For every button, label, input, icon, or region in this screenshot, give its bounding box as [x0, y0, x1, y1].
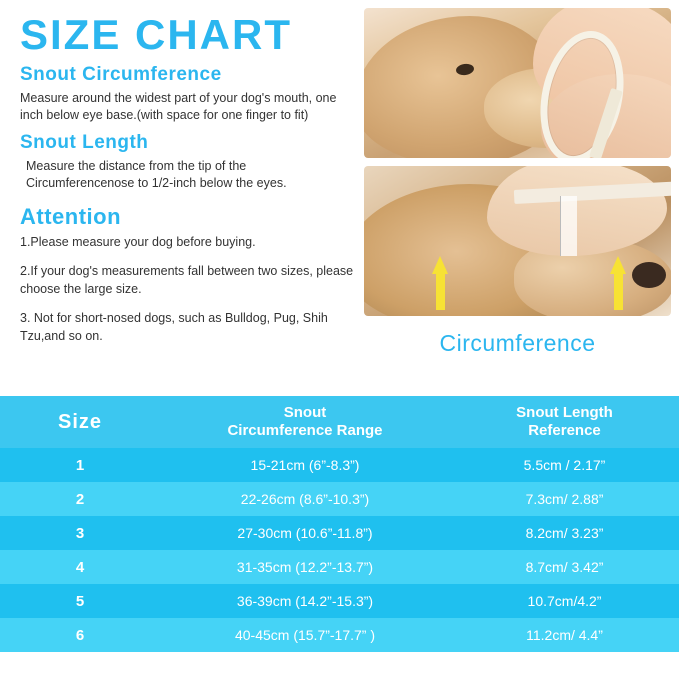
info-column	[8, 8, 354, 388]
cell-circumference: 22-26cm (8.6”-10.3”)	[160, 482, 450, 516]
attention-item-2: 2.If your dog's measurements fall between two sizes, please choose the large size.	[20, 264, 354, 296]
table-row	[0, 618, 679, 652]
section-heading-attention: Attention	[20, 203, 122, 229]
attention-item-1: 1.Please measure your dog before buying.	[20, 234, 256, 249]
top-section	[8, 8, 671, 388]
cell-circumference: 27-30cm (10.6”-11.8”)	[160, 516, 450, 550]
section-heading-circumference: Snout Circumference	[20, 64, 222, 85]
cell-size: 6	[0, 618, 160, 652]
header-size: Size	[0, 396, 160, 448]
cell-length: 11.2cm/ 4.4”	[450, 618, 679, 652]
cell-size: 5	[0, 584, 160, 618]
header-circumference-line1: Snout	[283, 404, 327, 421]
attention-item-3: 3. Not for short-nosed dogs, such as Bulldog, Pug, Shih Tzu,and so on.	[20, 311, 328, 343]
header-circumference	[160, 396, 450, 448]
cell-circumference: 40-45cm (15.7”-17.7” )	[160, 618, 450, 652]
size-table-header	[0, 396, 679, 448]
table-header-row	[0, 396, 679, 448]
arrow-up-icon-left	[432, 256, 448, 310]
header-length	[450, 396, 679, 448]
table-row	[0, 550, 679, 584]
photo-length-measure	[364, 166, 671, 316]
section-text-length: Measure the distance from the tip of the Circumferencenose to 1/2-inch below the eyes.	[26, 158, 287, 190]
header-length-line2: Reference	[528, 422, 601, 439]
cell-length: 10.7cm/4.2”	[450, 584, 679, 618]
photo-column	[364, 8, 671, 388]
cell-circumference: 36-39cm (14.2”-15.3”)	[160, 584, 450, 618]
section-text-circumference: Measure around the widest part of your dog's mouth, one inch below eye base.(with space for one finger to fit)	[20, 91, 337, 122]
cell-circumference: 15-21cm (6”-8.3”)	[160, 448, 450, 482]
header-circumference-line2: Circumference Range	[227, 422, 383, 439]
cell-length: 7.3cm/ 2.88”	[450, 482, 679, 516]
tape-measure-scale	[560, 196, 577, 256]
table-row	[0, 482, 679, 516]
arrow-up-icon-right	[610, 256, 626, 310]
size-table-wrapper	[0, 396, 679, 652]
table-row	[0, 448, 679, 482]
photo-circumference-measure	[364, 8, 671, 158]
size-table	[0, 396, 679, 652]
hand-shape-2	[487, 166, 667, 256]
cell-length: 5.5cm / 2.17”	[450, 448, 679, 482]
photo-caption: Circumference	[439, 330, 596, 356]
table-row	[0, 584, 679, 618]
table-row	[0, 516, 679, 550]
cell-size: 2	[0, 482, 160, 516]
cell-size: 1	[0, 448, 160, 482]
header-length-line1: Snout Length	[516, 404, 613, 421]
section-heading-length: Snout Length	[20, 131, 149, 153]
cell-circumference: 31-35cm (12.2”-13.7”)	[160, 550, 450, 584]
dog-nose-shape-2	[632, 262, 666, 288]
cell-size: 3	[0, 516, 160, 550]
size-table-body	[0, 448, 679, 652]
cell-length: 8.2cm/ 3.23”	[450, 516, 679, 550]
cell-size: 4	[0, 550, 160, 584]
cell-length: 8.7cm/ 3.42”	[450, 550, 679, 584]
page-title: SIZE CHART	[20, 11, 292, 58]
